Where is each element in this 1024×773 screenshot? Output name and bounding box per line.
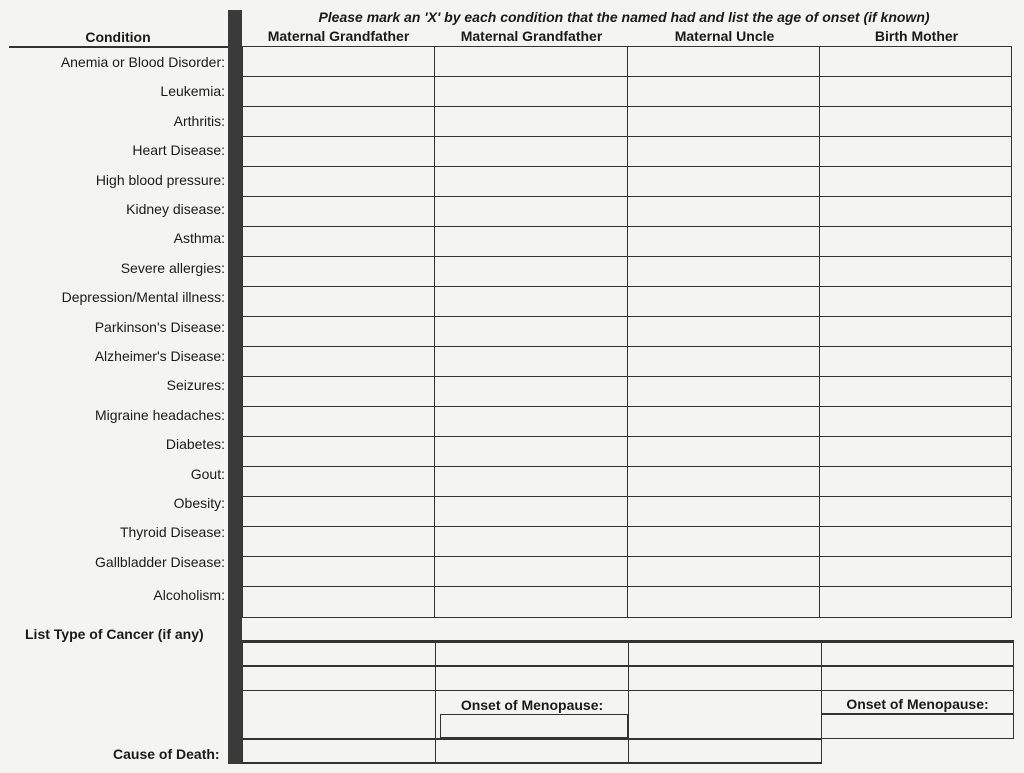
condition-cell[interactable] [627, 197, 819, 227]
condition-grid [242, 46, 1012, 618]
condition-cell[interactable] [435, 497, 627, 527]
condition-cell[interactable] [243, 557, 435, 587]
column-header-maternal-grandfather-2: Maternal Grandfather [460, 28, 603, 44]
condition-row [243, 287, 1012, 317]
condition-label: Kidney disease: [126, 201, 225, 217]
condition-cell[interactable] [243, 257, 435, 287]
column-header-maternal-uncle: Maternal Uncle [674, 28, 775, 44]
condition-cell[interactable] [435, 377, 627, 407]
condition-cell[interactable] [819, 167, 1011, 197]
left-margin-bar [228, 10, 242, 764]
condition-label: Diabetes: [165, 436, 225, 453]
condition-cell[interactable] [243, 317, 435, 347]
condition-label: High blood pressure: [95, 171, 225, 188]
instruction-text: Please mark an 'X' by each condition that the named had and list the age of onset (if known) [318, 9, 930, 25]
condition-cell[interactable] [435, 467, 627, 497]
condition-cell[interactable] [243, 407, 435, 437]
condition-cell[interactable] [435, 77, 627, 107]
condition-cell[interactable] [819, 377, 1011, 407]
condition-cell[interactable] [627, 167, 819, 197]
condition-cell[interactable] [627, 287, 819, 317]
condition-cell[interactable] [627, 377, 819, 407]
condition-row [243, 227, 1012, 257]
condition-cell[interactable] [627, 77, 819, 107]
condition-cell[interactable] [243, 287, 435, 317]
condition-cell[interactable] [243, 77, 435, 107]
condition-cell[interactable] [435, 167, 627, 197]
condition-cell[interactable] [435, 347, 627, 377]
cancer-label: List Type of Cancer (if any) [25, 626, 204, 642]
condition-cell[interactable] [243, 167, 435, 197]
condition-cell[interactable] [819, 587, 1011, 618]
condition-cell[interactable] [435, 317, 627, 347]
condition-cell[interactable] [819, 137, 1011, 167]
condition-row [243, 317, 1012, 347]
condition-cell[interactable] [243, 377, 435, 407]
condition-cell[interactable] [243, 137, 435, 167]
header-rule [9, 46, 235, 48]
condition-cell[interactable] [435, 197, 627, 227]
condition-cell[interactable] [819, 407, 1011, 437]
condition-label: Gallbladder Disease: [95, 553, 225, 570]
condition-cell[interactable] [243, 107, 435, 137]
cancer-entry-birth-mother[interactable] [821, 642, 1014, 691]
condition-cell[interactable] [627, 137, 819, 167]
condition-cell[interactable] [819, 437, 1011, 467]
condition-cell[interactable] [435, 287, 627, 317]
condition-label: Depression/Mental illness: [61, 289, 225, 306]
menopause-label-grandfather-2: Onset of Menopause: [460, 697, 604, 713]
column-header-maternal-grandfather-1: Maternal Grandfather [267, 28, 410, 44]
condition-cell[interactable] [819, 257, 1011, 287]
condition-cell[interactable] [627, 317, 819, 347]
condition-cell[interactable] [819, 47, 1011, 77]
condition-label: Arthritis: [173, 112, 225, 129]
condition-row [243, 347, 1012, 377]
condition-label: Migraine headaches: [95, 406, 225, 423]
condition-cell[interactable] [627, 467, 819, 497]
condition-cell[interactable] [627, 47, 819, 77]
condition-row [243, 107, 1012, 137]
condition-cell[interactable] [243, 497, 435, 527]
condition-cell[interactable] [627, 347, 819, 377]
condition-label: Obesity: [173, 495, 225, 511]
condition-cell[interactable] [819, 227, 1011, 257]
condition-cell[interactable] [627, 557, 819, 587]
condition-row [243, 197, 1012, 227]
condition-row [243, 587, 1012, 618]
condition-cell[interactable] [627, 227, 819, 257]
condition-cell[interactable] [627, 497, 819, 527]
condition-cell[interactable] [819, 287, 1011, 317]
condition-cell[interactable] [819, 347, 1011, 377]
condition-cell[interactable] [627, 107, 819, 137]
condition-cell[interactable] [819, 527, 1011, 557]
condition-cell[interactable] [435, 407, 627, 437]
condition-cell[interactable] [627, 587, 819, 618]
condition-row [243, 257, 1012, 287]
condition-cell[interactable] [435, 107, 627, 137]
condition-cell[interactable] [819, 557, 1011, 587]
condition-cell[interactable] [819, 497, 1011, 527]
condition-row [243, 377, 1012, 407]
condition-cell[interactable] [819, 467, 1011, 497]
condition-cell[interactable] [819, 197, 1011, 227]
condition-row [243, 167, 1012, 197]
condition-row [243, 47, 1012, 77]
cancer-entry-maternal-grandfather-1[interactable] [242, 642, 436, 691]
condition-cell[interactable] [435, 527, 627, 557]
condition-row [243, 527, 1012, 557]
condition-label: Asthma: [173, 230, 225, 247]
condition-cell[interactable] [819, 77, 1011, 107]
condition-row [243, 77, 1012, 107]
condition-label: Gout: [190, 465, 225, 482]
condition-cell[interactable] [243, 527, 435, 557]
condition-cell[interactable] [627, 437, 819, 467]
condition-cell[interactable] [435, 257, 627, 287]
condition-cell[interactable] [243, 47, 435, 77]
condition-cell[interactable] [435, 437, 627, 467]
condition-cell[interactable] [243, 587, 435, 618]
condition-row [243, 407, 1012, 437]
menopause-field-grandfather-2[interactable] [440, 714, 628, 738]
lower-box-maternal-grandfather-1[interactable] [242, 690, 436, 764]
condition-label: Seizures: [166, 377, 225, 394]
condition-row [243, 497, 1012, 527]
condition-cell[interactable] [243, 227, 435, 257]
condition-label: Parkinson's Disease: [94, 318, 225, 335]
condition-cell[interactable] [627, 257, 819, 287]
condition-cell[interactable] [435, 587, 627, 618]
condition-cell[interactable] [435, 47, 627, 77]
condition-cell[interactable] [243, 467, 435, 497]
cancer-entry-maternal-uncle[interactable] [628, 642, 822, 691]
condition-cell[interactable] [819, 107, 1011, 137]
condition-label: Thyroid Disease: [119, 524, 225, 541]
condition-cell[interactable] [243, 347, 435, 377]
cancer-mid-rule [242, 665, 1014, 667]
condition-label: Alcoholism: [153, 587, 225, 604]
menopause-field-birth-mother[interactable] [821, 713, 1014, 715]
menopause-label-birth-mother: Onset of Menopause: [846, 696, 989, 712]
column-header-birth-mother: Birth Mother [874, 28, 959, 44]
condition-row [243, 437, 1012, 467]
condition-label: Leukemia: [160, 83, 225, 100]
condition-cell[interactable] [243, 197, 435, 227]
condition-label: Anemia or Blood Disorder: [60, 54, 225, 70]
cause-of-death-bottom-rule [242, 762, 822, 764]
condition-cell[interactable] [243, 437, 435, 467]
cause-of-death-label: Cause of Death: [113, 746, 220, 762]
condition-cell[interactable] [435, 227, 627, 257]
condition-cell[interactable] [627, 527, 819, 557]
condition-label: Alzheimer's Disease: [94, 348, 225, 364]
condition-column-header: Condition [85, 29, 151, 45]
condition-cell[interactable] [435, 137, 627, 167]
cause-of-death-top-rule [242, 738, 822, 740]
condition-cell[interactable] [819, 317, 1011, 347]
lower-box-maternal-uncle[interactable] [628, 690, 822, 764]
condition-row [243, 557, 1012, 587]
condition-row [243, 137, 1012, 167]
condition-cell[interactable] [627, 407, 819, 437]
condition-row [243, 467, 1012, 497]
cancer-entry-maternal-grandfather-2[interactable] [435, 642, 629, 691]
condition-label: Heart Disease: [132, 142, 225, 159]
condition-cell[interactable] [435, 557, 627, 587]
condition-label: Severe allergies: [120, 259, 225, 276]
